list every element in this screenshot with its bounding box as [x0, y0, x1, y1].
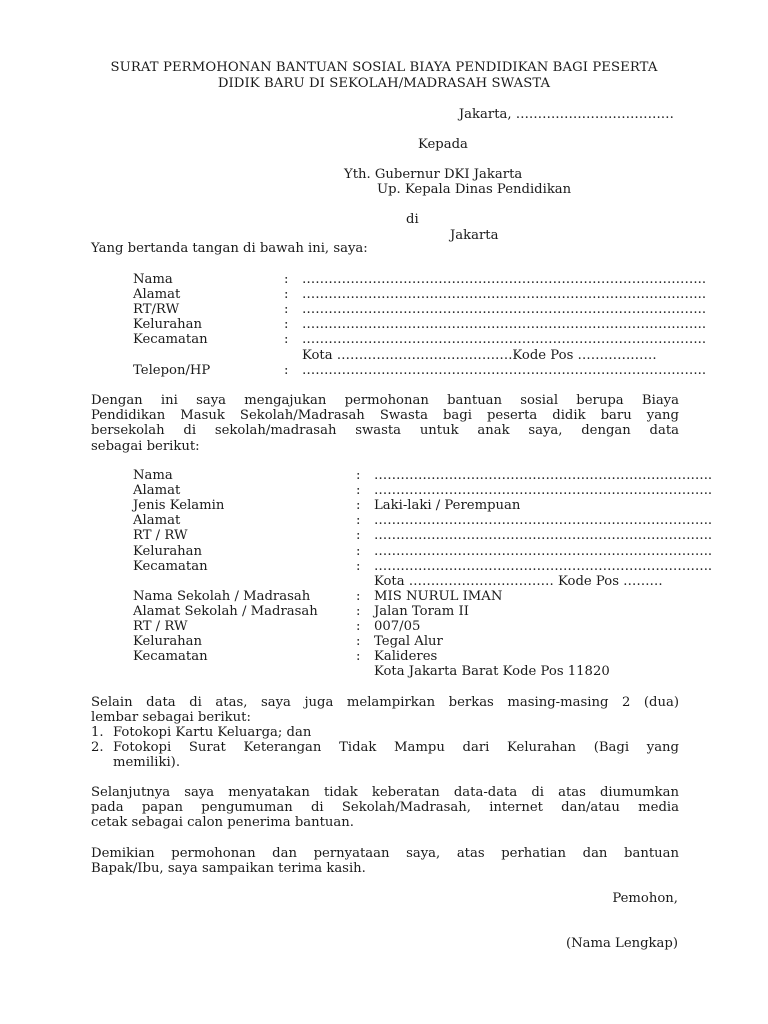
applicant-field-label: Kecamatan — [133, 332, 208, 348]
applicant-field-value: ……………………………………………………………………………….. — [302, 317, 707, 333]
applicant-field-colon: : — [284, 362, 289, 378]
applicant-field-value: Kota ………………………………….Kode Pos ……………… — [302, 347, 657, 363]
attachment-line: memiliki). — [113, 755, 181, 771]
request-paragraph — [91, 393, 679, 454]
student-field-label: RT / RW — [133, 619, 188, 634]
applicant-field-value: ……………………………………………………………………………….. — [302, 272, 707, 287]
applicant-field-label: Nama — [133, 272, 173, 287]
student-field-label: Jenis Kelamin — [133, 498, 225, 514]
applicant-field-value: ……………………………………………………………………………….. — [302, 332, 707, 348]
applicant-field-colon: : — [284, 302, 289, 318]
student-field-value: Jalan Toram II — [374, 603, 469, 619]
signature-role: Pemohon, — [612, 891, 678, 906]
applicant-field-colon: : — [284, 287, 289, 303]
request-line: bersekolah di sekolah/madrasah swasta untuk anak saya, dengan data — [91, 423, 679, 439]
student-field-colon: : — [356, 528, 361, 544]
student-field-label: Kelurahan — [133, 634, 203, 650]
applicant-field-value: ……………………………………………………………………………….. — [302, 302, 707, 318]
request-line: Dengan ini saya mengajukan permohonan bantuan sosial berupa Biaya — [91, 393, 679, 408]
recipient-yth: Yth. Gubernur DKI Jakarta — [344, 167, 523, 182]
closing-line: Bapak/Ibu, saya sampaikan terima kasih. — [91, 861, 366, 877]
student-field-value: ………………………………………………………………….. — [374, 483, 713, 499]
intro-text: Yang bertanda tangan di bawah ini, saya: — [91, 241, 368, 256]
recipient-up: Up. Kepala Dinas Pendidikan — [377, 182, 572, 197]
student-field-label: Kelurahan — [133, 543, 203, 559]
student-field-colon: : — [356, 619, 361, 634]
attachment-line: Fotokopi Surat Keterangan Tidak Mampu dari Kelurahan (Bagi yang — [113, 740, 679, 756]
recipient-di: di — [406, 212, 419, 227]
attachment-line: Fotokopi Kartu Keluarga; dan — [113, 725, 312, 740]
student-field-value: MIS NURUL IMAN — [374, 588, 503, 604]
statement-line: cetak sebagai calon penerima bantuan. — [91, 815, 354, 831]
recipient-city: Jakarta — [450, 228, 499, 243]
applicant-field-label: Alamat — [133, 287, 181, 303]
closing-line: Demikian permohonan dan pernyataan saya, atas perhatian dan bantuan — [91, 846, 679, 861]
applicant-field-colon: : — [284, 332, 289, 348]
student-field-colon: : — [356, 603, 361, 619]
student-field-value: ………………………………………………………………….. — [374, 468, 713, 483]
statement-line: pada papan pengumuman di Sekolah/Madrasah, internet dan/atau media — [91, 800, 679, 816]
student-field-label: Alamat — [133, 483, 181, 499]
student-field-colon: : — [356, 588, 361, 604]
attachments-list — [91, 725, 679, 771]
signature-name: (Nama Lengkap) — [565, 936, 678, 951]
student-field-colon: : — [356, 513, 361, 529]
student-field-colon: : — [356, 483, 361, 499]
student-field-colon: : — [356, 543, 361, 559]
student-field-colon: : — [356, 634, 361, 650]
closing-paragraph — [91, 846, 679, 876]
recipient-kepada: Kepada — [418, 137, 468, 152]
applicant-field-value: ……………………………………………………………………………….. — [302, 287, 707, 303]
attachments-intro-line: Selain data di atas, saya juga melampirkan berkas masing-masing 2 (dua) — [91, 695, 679, 710]
student-field-value: Kota Jakarta Barat Kode Pos 11820 — [374, 664, 610, 680]
student-field-label: Alamat Sekolah / Madrasah — [133, 603, 318, 619]
applicant-field-label: Kelurahan — [133, 317, 203, 333]
student-field-colon: : — [356, 468, 361, 483]
letter-title — [70, 60, 698, 92]
student-field-colon: : — [356, 649, 361, 665]
applicant-field-value: ……………………………………………………………………………….. — [302, 362, 707, 378]
student-field-value: Kalideres — [374, 649, 438, 665]
applicant-field-colon: : — [284, 272, 289, 287]
applicant-field-label: RT/RW — [133, 302, 180, 318]
title-line-2: DIDIK BARU DI SEKOLAH/MADRASAH SWASTA — [217, 76, 551, 91]
student-field-colon: : — [356, 498, 361, 514]
request-line: Pendidikan Masuk Sekolah/Madrasah Swasta bagi peserta didik baru yang — [91, 408, 679, 424]
student-field-value: Kota …………………………… Kode Pos ……… — [374, 573, 663, 589]
student-field-value: Laki-laki / Perempuan — [374, 498, 521, 514]
student-field-value: ………………………………………………………………….. — [374, 513, 713, 529]
attachments-intro-line: lembar sebagai berikut: — [91, 710, 251, 726]
applicant-field-label: Telepon/HP — [133, 362, 211, 378]
student-field-colon: : — [356, 558, 361, 574]
statement-line: Selanjutnya saya menyatakan tidak keberatan data-data di atas diumumkan — [91, 785, 679, 800]
student-field-value: ………………………………………………………………….. — [374, 558, 713, 574]
student-field-value: 007/05 — [374, 619, 421, 634]
attachment-number: 1. — [91, 725, 104, 740]
request-line: sebagai berikut: — [91, 438, 200, 454]
statement-paragraph — [91, 785, 679, 831]
student-field-value: ………………………………………………………………….. — [374, 528, 713, 544]
student-field-label: Nama — [133, 468, 173, 483]
attachment-number: 2. — [91, 740, 104, 756]
title-line-1: SURAT PERMOHONAN BANTUAN SOSIAL BIAYA PENDIDIKAN BAGI PESERTA — [110, 60, 658, 75]
attachment-item — [91, 740, 679, 770]
student-field-label: Kecamatan — [133, 649, 208, 665]
student-field-label: Kecamatan — [133, 558, 208, 574]
student-field-label: Nama Sekolah / Madrasah — [133, 588, 311, 604]
place-date: Jakarta, ……………………………… — [458, 107, 674, 122]
attachments-intro — [91, 695, 679, 725]
student-field-label: Alamat — [133, 513, 181, 529]
student-field-label: RT / RW — [133, 528, 188, 544]
applicant-field-colon: : — [284, 317, 289, 333]
student-field-value: ………………………………………………………………….. — [374, 543, 713, 559]
attachment-item — [91, 725, 679, 740]
student-field-value: Tegal Alur — [374, 634, 443, 650]
